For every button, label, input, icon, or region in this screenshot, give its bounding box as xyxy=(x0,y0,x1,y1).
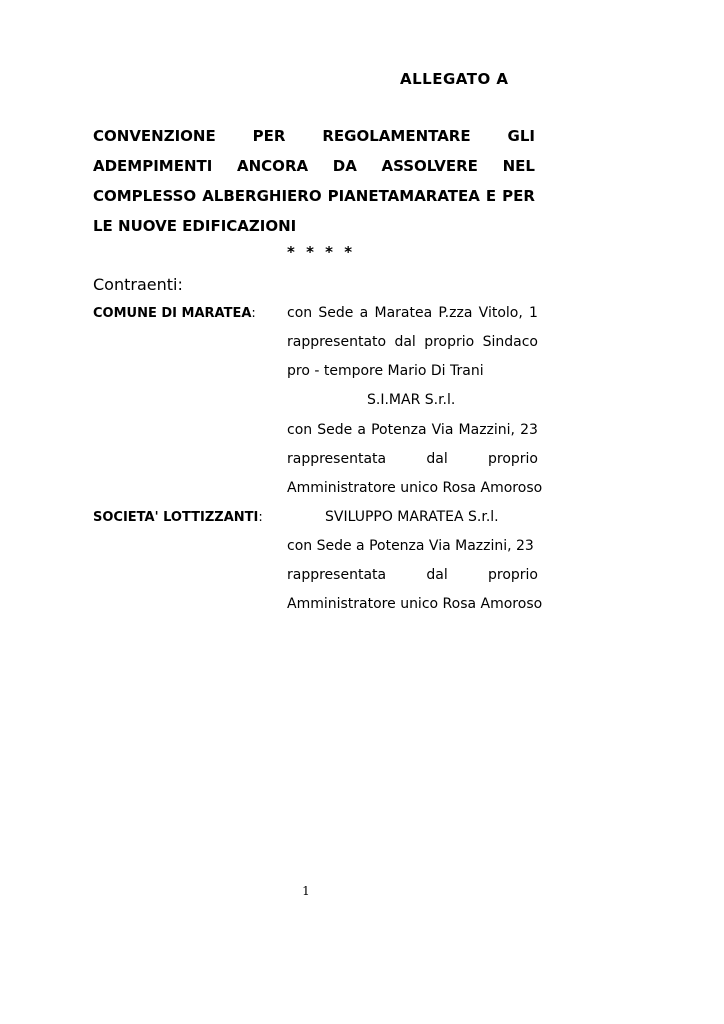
sviluppo-amministratore-line: Amministratore unico Rosa Amoroso xyxy=(287,596,543,612)
title-word: GLI xyxy=(507,127,535,145)
title-word: CONVENZIONE xyxy=(93,127,216,145)
title-word: ASSOLVERE xyxy=(381,157,478,175)
sviluppo-sede-line: con Sede a Potenza Via Mazzini, 23 xyxy=(287,538,534,554)
word: dal xyxy=(426,451,448,467)
title-word: ANCORA xyxy=(237,157,309,175)
allegato-heading: ALLEGATO A xyxy=(400,70,509,88)
sviluppo-company-name: SVILUPPO MARATEA S.r.l. xyxy=(325,509,499,525)
word: Mazzini, xyxy=(458,422,515,438)
party-colon: : xyxy=(251,306,256,321)
party-label-lottizzanti xyxy=(93,510,263,525)
separator-stars: * * * * xyxy=(287,243,356,261)
sviluppo-rappresentata-line xyxy=(287,567,538,583)
party-name: COMUNE DI MARATEA xyxy=(93,306,252,321)
word: Maratea xyxy=(374,305,433,321)
word: Sede xyxy=(317,422,353,438)
title-word: DA xyxy=(332,157,357,175)
word: rappresentata xyxy=(287,567,387,583)
word: rappresentato xyxy=(287,334,387,350)
word: Sede xyxy=(318,305,354,321)
party-colon: : xyxy=(258,510,263,525)
title-word: PER xyxy=(252,127,286,145)
word: dal xyxy=(394,334,416,350)
word: con xyxy=(287,422,313,438)
word: Via xyxy=(431,422,454,438)
simar-sede-line xyxy=(287,422,538,438)
word: 23 xyxy=(520,422,538,438)
party-name: SOCIETA' LOTTIZZANTI xyxy=(93,510,259,525)
word: P.zza xyxy=(438,305,473,321)
title-word: ALBERGHIERO xyxy=(202,187,322,205)
title-line-2 xyxy=(93,157,535,175)
simar-rappresentata-line xyxy=(287,451,538,467)
word: rappresentata xyxy=(287,451,387,467)
title-word: E xyxy=(485,187,497,205)
word: proprio xyxy=(487,451,538,467)
comune-rappresentato-line xyxy=(287,334,538,350)
title-word: REGOLAMENTARE xyxy=(322,127,471,145)
word: con xyxy=(287,305,313,321)
page-number: 1 xyxy=(302,884,310,898)
title-line-3 xyxy=(93,187,535,205)
title-word: PER xyxy=(502,187,535,205)
word: proprio xyxy=(424,334,475,350)
simar-amministratore-line: Amministratore unico Rosa Amoroso xyxy=(287,480,543,496)
word: Potenza xyxy=(371,422,427,438)
contraenti-label: Contraenti: xyxy=(93,275,183,294)
title-line-4 xyxy=(93,217,535,235)
word: proprio xyxy=(487,567,538,583)
word: 1 xyxy=(529,305,538,321)
title-word: PIANETAMARATEA xyxy=(327,187,480,205)
word: dal xyxy=(426,567,448,583)
word: Sindaco xyxy=(482,334,538,350)
word: Vitolo, xyxy=(478,305,523,321)
party-label-comune xyxy=(93,306,256,321)
comune-sede-line xyxy=(287,305,538,321)
word: a xyxy=(359,305,369,321)
simar-company-name: S.I.MAR S.r.l. xyxy=(367,392,456,408)
comune-sindaco-line: pro - tempore Mario Di Trani xyxy=(287,363,484,379)
title-word: NEL xyxy=(502,157,535,175)
title-line-1 xyxy=(93,127,535,145)
title-word: COMPLESSO xyxy=(93,187,197,205)
word: a xyxy=(357,422,366,438)
title-word: ADEMPIMENTI xyxy=(93,157,213,175)
title-word: LE NUOVE EDIFICAZIONI xyxy=(93,217,297,235)
